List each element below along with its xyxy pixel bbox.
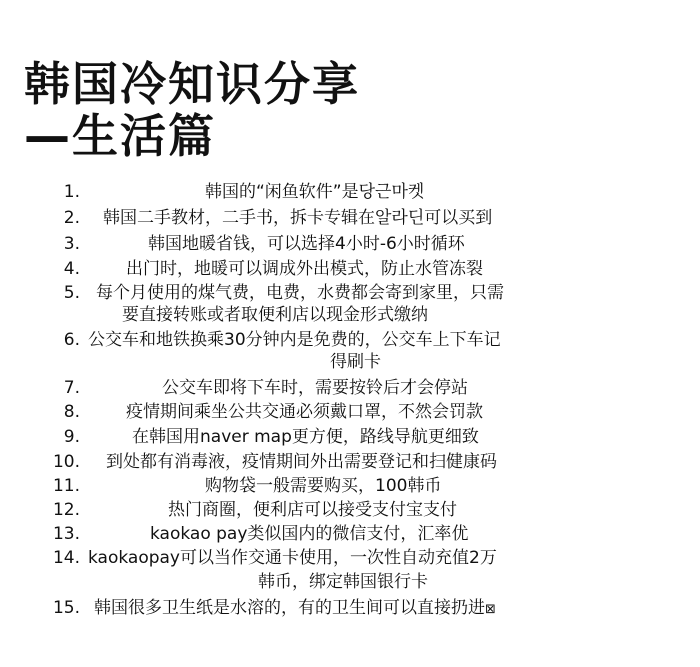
- list-item: [0, 180, 700, 204]
- list-item: [0, 400, 700, 424]
- item-text-body: 韩国很多卫生纸是水溶的，有的卫生间可以直接扔进: [94, 598, 485, 618]
- item-text-continuation: 要直接转账或者取便利店以现金形式缴纳: [122, 305, 428, 325]
- list-item-continuation: [0, 350, 700, 374]
- list-item: [0, 257, 700, 281]
- item-text: 韩国的“闲鱼软件”是당근마켓: [205, 182, 425, 202]
- item-number: 4.: [63, 259, 80, 279]
- item-number: 8.: [63, 402, 80, 422]
- list-item-continuation: [0, 303, 700, 327]
- item-number: 14.: [52, 548, 80, 568]
- item-text: 在韩国用naver map更方便，路线导航更细致: [132, 427, 479, 447]
- list-item: [0, 474, 700, 498]
- item-text: 公交车即将下车时，需要按铃后才会停站: [162, 378, 468, 398]
- item-number: 15.: [52, 598, 80, 618]
- item-text: 热门商圈，便利店可以接受支付宝支付: [168, 500, 457, 520]
- item-number: 6.: [63, 330, 80, 350]
- item-number: 10.: [52, 452, 80, 472]
- item-number: 9.: [63, 427, 80, 447]
- item-text-continuation: 得刷卡: [330, 352, 381, 372]
- item-number: 3.: [63, 234, 80, 254]
- item-text: 韩国二手教材，二手书，拆卡专辑在알라딘可以买到: [103, 208, 493, 228]
- list-item: [0, 376, 700, 400]
- item-number: 11.: [52, 476, 80, 496]
- list-item: [0, 498, 700, 522]
- list-item: [0, 206, 700, 230]
- list-item: [0, 232, 700, 256]
- item-text: 疫情期间乘坐公共交通必须戴口罩，不然会罚款: [126, 402, 483, 422]
- list-item: [0, 281, 700, 305]
- list-item: [0, 522, 700, 546]
- list-item: [0, 596, 700, 620]
- placeholder-box-icon: ⊠: [485, 602, 496, 617]
- item-text: kaokao pay类似国内的微信支付，汇率优: [150, 524, 469, 544]
- item-text: 每个月使用的煤气费，电费，水费都会寄到家里，只需: [96, 283, 504, 303]
- item-number: 2.: [63, 208, 80, 228]
- item-text: [94, 596, 496, 622]
- item-text: 韩国地暖省钱，可以选择4小时-6小时循环: [148, 234, 465, 254]
- item-text: 到处都有消毒液，疫情期间外出需要登记和扫健康码: [106, 452, 497, 472]
- item-text: 出门时，地暖可以调成外出模式，防止水管冻裂: [126, 259, 483, 279]
- list-item: [0, 328, 700, 352]
- title-line-2: —生活篇: [24, 109, 216, 163]
- list-item: [0, 546, 700, 570]
- list-item: [0, 450, 700, 474]
- item-number: 1.: [63, 182, 80, 202]
- title-line-1: 韩国冷知识分享: [24, 57, 360, 111]
- item-text: 公交车和地铁换乘30分钟内是免费的，公交车上下车记: [88, 330, 501, 350]
- item-number: 7.: [63, 378, 80, 398]
- list-item-continuation: [0, 570, 700, 594]
- item-number: 13.: [52, 524, 80, 544]
- item-text: 购物袋一般需要购买，100韩币: [205, 476, 442, 496]
- list-item: [0, 425, 700, 449]
- item-text: kaokaopay可以当作交通卡使用，一次性自动充值2万: [88, 548, 497, 568]
- item-number: 12.: [52, 500, 80, 520]
- item-number: 5.: [63, 283, 80, 303]
- item-text-continuation: 韩币，绑定韩国银行卡: [258, 572, 428, 592]
